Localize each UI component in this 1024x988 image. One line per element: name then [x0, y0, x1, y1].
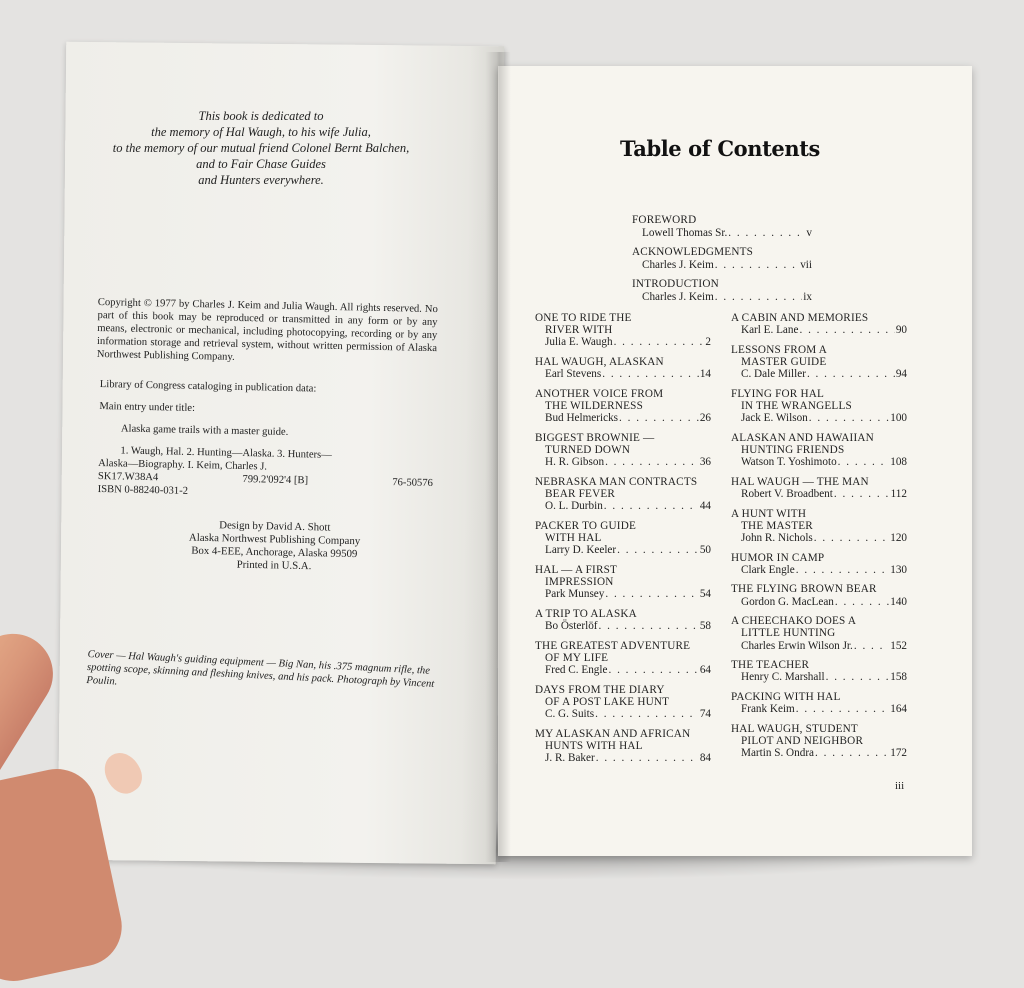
leader-dots	[809, 412, 889, 424]
entry-author-line	[535, 368, 711, 380]
entry-title: IMPRESSION	[545, 576, 614, 588]
entry-author: Henry C. Marshall	[741, 671, 825, 684]
entry-title: THE WILDERNESS	[545, 400, 643, 412]
dewey-number: 799.2'092'4 [B]	[242, 474, 309, 487]
entry-author: J. R. Baker	[545, 752, 595, 764]
dedication-line: the memory of Hal Waugh, to his wife Julia,	[151, 125, 371, 139]
entry-author: Charles J. Keim	[642, 291, 714, 303]
isbn: ISBN 0-88240-031-2	[97, 483, 189, 497]
toc-entry	[535, 312, 711, 349]
toc-entry	[731, 344, 907, 381]
entry-author: Robert V. Broadbent	[741, 488, 833, 500]
toc-entry	[632, 246, 812, 272]
entry-title: A CABIN AND MEMORIES	[731, 312, 869, 324]
toc-right-column	[731, 312, 907, 767]
entry-title: THE MASTER	[741, 519, 813, 532]
entry-author-line	[535, 752, 711, 764]
toc-entry	[731, 476, 907, 500]
entry-page: 26	[699, 412, 711, 425]
entry-page: 54	[699, 588, 711, 601]
leader-dots	[596, 752, 699, 764]
leader-dots	[605, 588, 698, 600]
copyright-notice: Copyright © 1977 by Charles J. Keim and Julia Waugh. All rights reserved. No part of this book may be reproduced or transmitted in any form or by any means, electronic or mechanical, including photocopying, recording or by any information storage and retrieval system, without written permission of Alaska Northwest Publishing Company.	[96, 296, 438, 363]
leader-dots	[619, 412, 699, 424]
dedication-line: and Hunters everywhere.	[198, 173, 324, 187]
subjects-line: 1. Waugh, Hal. 2. Hunting—Alaska. 3. Hunters—	[120, 445, 332, 461]
leader-dots	[608, 664, 698, 676]
entry-title: MASTER GUIDE	[741, 356, 827, 368]
entry-title: OF MY LIFE	[545, 651, 609, 664]
entry-author: Frank Keim	[741, 703, 795, 716]
toc-entry	[632, 214, 812, 240]
leader-dots	[715, 259, 799, 272]
entry-title: PILOT AND NEIGHBOR	[741, 734, 864, 747]
entry-page: 44	[699, 500, 711, 513]
toc-entry	[731, 312, 907, 336]
toc-entry	[731, 659, 907, 683]
entry-author: Charles J. Keim	[642, 259, 714, 271]
entry-author: Jack E. Wilson	[741, 412, 808, 425]
entry-page: 130	[890, 563, 907, 576]
entry-title: A TRIP TO ALASKA	[535, 607, 637, 620]
entry-author: Bud Helmericks	[545, 412, 619, 425]
entry-page: 2	[705, 336, 711, 349]
leader-dots	[835, 596, 889, 608]
subjects-line: Alaska—Biography. I. Keim, Charles J.	[98, 457, 268, 473]
entry-author: Earl Stevens	[545, 368, 602, 381]
entry-title: THE TEACHER	[731, 659, 810, 672]
entry-title: PACKER TO GUIDE	[535, 519, 637, 532]
leader-dots	[796, 564, 889, 576]
entry-title: HUNTING FRIENDS	[741, 444, 845, 456]
entry-page: 50	[699, 544, 711, 557]
entry-title: A HUNT WITH	[731, 507, 807, 520]
cataloging-data	[98, 378, 435, 503]
leader-dots	[614, 336, 705, 348]
credit-line: Alaska Northwest Publishing Company	[188, 531, 361, 548]
toc-entry	[535, 520, 711, 557]
entry-title: RIVER WITH	[545, 324, 613, 337]
leader-dots	[815, 747, 889, 759]
publisher-credits	[159, 518, 390, 575]
entry-title: BEAR FEVER	[545, 488, 616, 500]
entry-author-line	[731, 368, 907, 380]
entry-title: HAL — A FIRST	[535, 563, 618, 576]
entry-title: ANOTHER VOICE FROM	[535, 387, 664, 400]
entry-title: A CHEECHAKO DOES A	[731, 615, 857, 628]
entry-title: THE GREATEST ADVENTURE	[535, 639, 691, 652]
entry-page: 74	[699, 708, 711, 720]
credit-line: Box 4-EEE, Anchorage, Alaska 99509	[191, 544, 358, 561]
entry-author: Park Munsey	[545, 588, 605, 601]
entry-title: LESSONS FROM A	[731, 343, 828, 356]
leader-dots	[617, 544, 699, 556]
leader-dots	[728, 227, 805, 240]
toc-entry	[535, 728, 711, 765]
entry-author: Fred C. Engle	[545, 664, 608, 676]
entry-author: Julia E. Waugh	[545, 336, 613, 349]
leader-dots	[796, 703, 889, 715]
entry-author-line	[535, 544, 711, 556]
entry-author: Charles Erwin Wilson Jr.	[741, 639, 853, 652]
entry-page: 94	[895, 368, 907, 381]
entry-title: BIGGEST BROWNIE —	[535, 431, 655, 444]
entry-author-line	[731, 488, 907, 500]
entry-title: TURNED DOWN	[545, 444, 631, 456]
entry-author: Karl E. Lane	[741, 324, 799, 337]
toc-entry	[535, 476, 711, 513]
book-gutter	[485, 52, 511, 862]
entry-author: C. G. Suits	[545, 708, 595, 720]
entry-author-line	[535, 500, 711, 512]
entry-author: C. Dale Miller	[741, 368, 806, 381]
entry-author-line	[535, 588, 711, 600]
toc-entry	[535, 564, 711, 601]
entry-title: ALASKAN AND HAWAIIAN	[731, 431, 874, 444]
leader-dots	[826, 671, 890, 683]
entry-page: 158	[890, 671, 907, 684]
toc-entry	[731, 583, 907, 607]
entry-title: OF A POST LAKE HUNT	[545, 695, 670, 708]
entry-author-line	[632, 291, 812, 304]
entry-title: PACKING WITH HAL	[731, 690, 841, 703]
entry-author-line	[731, 324, 907, 336]
entry-author-line	[731, 564, 907, 576]
leader-dots	[715, 291, 803, 304]
entry-page: vii	[800, 259, 812, 271]
entry-author-line	[535, 664, 711, 676]
front-matter-list	[632, 214, 812, 310]
dedication	[96, 108, 426, 188]
toc-entry	[535, 684, 711, 721]
entry-author: Clark Engle	[741, 563, 795, 576]
entry-page: v	[806, 227, 812, 239]
toc-entry	[731, 508, 907, 545]
entry-page: 100	[890, 412, 907, 425]
leader-dots	[854, 640, 889, 652]
lc-cataloging-line: Library of Congress cataloging in publication data:	[99, 378, 317, 395]
credit-line: Design by David A. Shott	[219, 519, 331, 534]
toc-entry	[731, 723, 907, 760]
main-entry-line: Main entry under title:	[99, 400, 196, 414]
entry-author: Bo Österlöf	[545, 620, 598, 632]
entry-page: 90	[895, 324, 907, 337]
entry-author-line	[535, 412, 711, 424]
dedication-line: This book is dedicated to	[198, 109, 324, 123]
entry-title: INTRODUCTION	[632, 278, 719, 290]
toc-entry	[535, 608, 711, 632]
entry-page: 172	[890, 747, 907, 760]
entry-page: 120	[890, 532, 907, 544]
entry-title: HAL WAUGH, ALASKAN	[535, 356, 664, 368]
entry-title: THE FLYING BROWN BEAR	[731, 583, 877, 596]
leader-dots	[838, 456, 890, 468]
entry-title: DAYS FROM THE DIARY	[535, 683, 665, 696]
entry-author-line	[535, 620, 711, 632]
entry-author-line	[535, 708, 711, 720]
toc-entry	[535, 432, 711, 469]
entry-author-line	[731, 703, 907, 715]
entry-page: ix	[803, 291, 812, 303]
toc-entry	[632, 278, 812, 304]
toc-entry	[535, 640, 711, 677]
toc-entry	[731, 388, 907, 425]
entry-title: FLYING FOR HAL	[731, 387, 825, 400]
book-title-line: Alaska game trails with a master guide.	[120, 423, 289, 438]
entry-page: 14	[699, 368, 711, 381]
toc-entry	[535, 388, 711, 425]
leader-dots	[599, 620, 699, 632]
entry-page: 140	[890, 595, 907, 608]
toc-entry	[731, 552, 907, 576]
entry-title: HUMOR IN CAMP	[731, 551, 825, 564]
entry-page: 36	[699, 456, 711, 469]
toc-left-column	[535, 312, 711, 772]
entry-title: HAL WAUGH, STUDENT	[731, 722, 858, 735]
entry-title: MY ALASKAN AND AFRICAN	[535, 727, 691, 740]
entry-author-line	[632, 227, 812, 240]
entry-author: Watson T. Yoshimoto	[741, 456, 837, 469]
dedication-line: to the memory of our mutual friend Colonel Bernt Balchen,	[112, 141, 410, 155]
entry-author: Gordon G. MacLean	[741, 595, 834, 608]
entry-page: 64	[699, 664, 711, 676]
entry-author-line	[731, 456, 907, 468]
entry-page: 164	[890, 703, 907, 716]
dedication-line: and to Fair Chase Guides	[196, 157, 326, 171]
entry-title: IN THE WRANGELLS	[741, 400, 852, 412]
entry-author: O. L. Durbin	[545, 500, 603, 513]
entry-title: ACKNOWLEDGMENTS	[632, 246, 754, 258]
entry-author-line	[731, 747, 907, 759]
entry-page: 58	[699, 620, 711, 632]
entry-page: 84	[699, 752, 711, 764]
leader-dots	[799, 324, 894, 336]
leader-dots	[807, 368, 895, 380]
cover-note: Cover — Hal Waugh's guiding equipment — Big Nan, his .375 magnum rifle, the spotting scope, skinning and fleshing knives, and his pack. Photograph by Vincent Poulin.	[86, 648, 435, 690]
toc-entry	[731, 615, 907, 652]
entry-page: 152	[890, 639, 907, 652]
leader-dots	[602, 368, 699, 380]
entry-title: HAL WAUGH — THE MAN	[731, 475, 869, 488]
entry-author: Martin S. Ondra	[741, 747, 815, 760]
toc-entry	[731, 691, 907, 715]
entry-author-line	[731, 412, 907, 424]
entry-author-line	[535, 456, 711, 468]
leader-dots	[605, 456, 699, 468]
entry-title: LITTLE HUNTING	[741, 627, 836, 640]
leader-dots	[604, 500, 699, 512]
sk-number: SK17.W38A4	[97, 470, 159, 484]
entry-title: NEBRASKA MAN CONTRACTS	[535, 475, 698, 488]
entry-page: 112	[890, 488, 907, 500]
entry-author-line	[731, 671, 907, 683]
entry-author: Larry D. Keeler	[545, 544, 617, 557]
toc-entry	[731, 432, 907, 469]
leader-dots	[834, 488, 890, 500]
leader-dots	[814, 532, 889, 544]
entry-author-line	[731, 532, 907, 544]
page-number: iii	[895, 780, 905, 792]
entry-author: H. R. Gibson	[545, 456, 605, 469]
credit-line: Printed in U.S.A.	[236, 558, 312, 573]
leader-dots	[595, 708, 699, 720]
entry-title: ONE TO RIDE THE	[535, 312, 632, 324]
entry-title: WITH HAL	[545, 532, 602, 544]
entry-author-line	[731, 596, 907, 608]
toc-entry	[535, 356, 711, 380]
entry-author: Lowell Thomas Sr.	[642, 227, 728, 239]
entry-author: John R. Nichols	[741, 532, 813, 544]
entry-author-line	[535, 336, 711, 348]
entry-title: FOREWORD	[632, 214, 697, 226]
entry-title: HUNTS WITH HAL	[545, 739, 643, 752]
entry-page: 108	[890, 456, 907, 469]
entry-author-line	[632, 259, 812, 272]
entry-author-line	[731, 640, 907, 652]
lccn-number: 76-50576	[392, 477, 433, 489]
page-title: Table of Contents	[620, 136, 820, 161]
